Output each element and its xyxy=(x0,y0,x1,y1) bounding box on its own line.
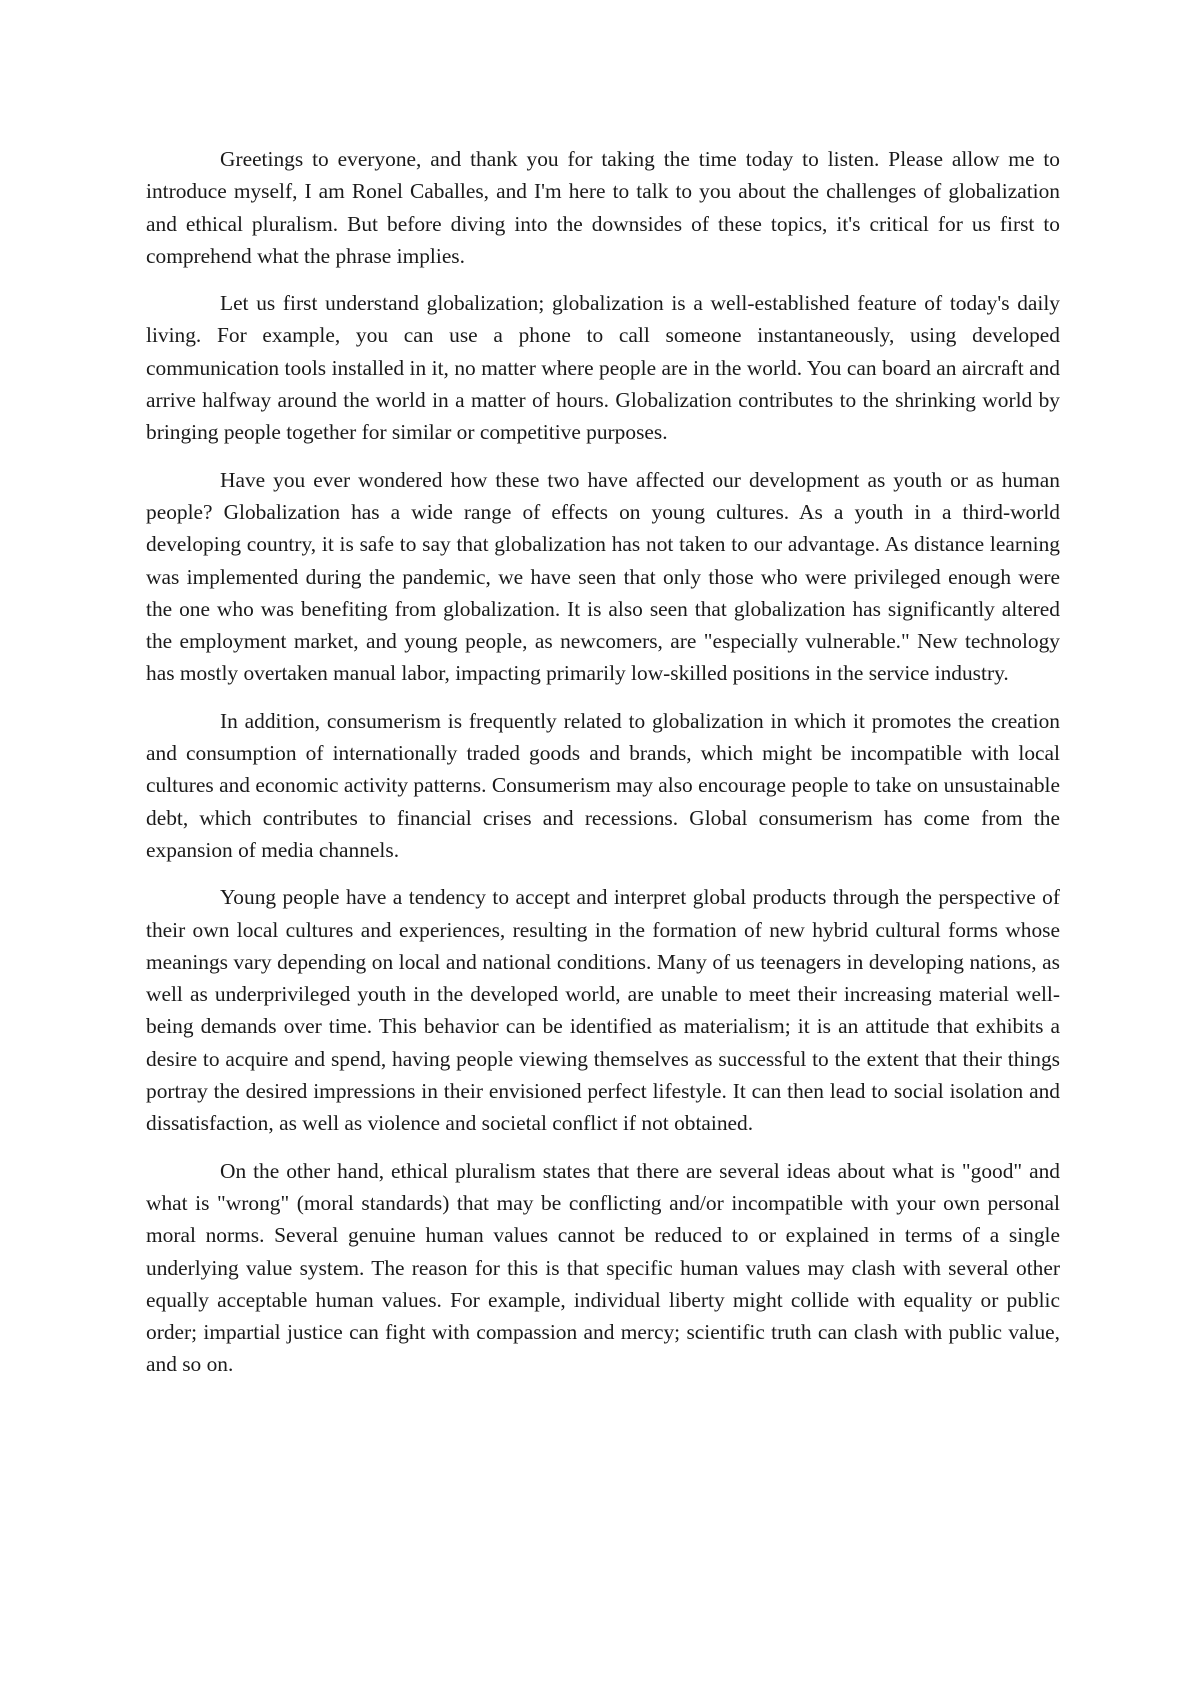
paragraph-consumerism: In addition, consumerism is frequently related to globalization in which it promotes the creation and consumption of internationally traded goods and brands, which might be incompatible with local cultures and economic activity patterns. Consumerism may also encourage people to take on unsustainable debt, which contributes to financial crises and recessions. Global consumerism has come from the expansion of media channels. xyxy=(146,708,1060,862)
paragraph-youth-effects: Have you ever wondered how these two have affected our development as youth or as human people? Globalization has a wide range of effects on young cultures. As a youth in a third-world developing country, it is safe to say that globalization has not taken to our advantage. As distance learning was implemented during the pandemic, we have seen that only those who were privileged enough were the one who was benefiting from globalization. It is also seen that globalization has significantly altered the employment market, and young people, as newcomers, are "especially vulnerable." New technology has mostly overtaken manual labor, impacting primarily low-skilled positions in the service industry. xyxy=(146,467,1060,686)
paragraph-ethical-pluralism: On the other hand, ethical pluralism states that there are several ideas about what is "good" and what is "wrong" (moral standards) that may be conflicting and/or incompatible with your own personal moral norms. Several genuine human values cannot be reduced to or explained in terms of a single underlying value system. The reason for this is that specific human values may clash with several other equally acceptable human values. For example, individual liberty might collide with equality or public order; impartial justice can fight with compassion and mercy; scientific truth can clash with public value, and so on. xyxy=(146,1158,1060,1377)
paragraph-greeting: Greetings to everyone, and thank you for taking the time today to listen. Please allow me to introduce myself, I am Ronel Caballes, and I'm here to talk to you about the challenges of globalization and ethical pluralism. But before diving into the downsides of these topics, it's critical for us first to comprehend what the phrase implies. xyxy=(146,147,1060,268)
paragraph-materialism: Young people have a tendency to accept and interpret global products through the perspective of their own local cultures and experiences, resulting in the formation of new hybrid cultural forms whose meanings vary depending on local and national conditions. Many of us teenagers in developing nations, as well as underprivileged youth in the developed world, are unable to meet their increasing material well-being demands over time. This behavior can be identified as materialism; it is an attitude that exhibits a desire to acquire and spend, having people viewing themselves as successful to the extent that their things portray the desired impressions in their envisioned perfect lifestyle. It can then lead to social isolation and dissatisfaction, as well as violence and societal conflict if not obtained. xyxy=(146,885,1060,1136)
document-body xyxy=(146,143,1060,1396)
paragraph-globalization-definition: Let us first understand globalization; globalization is a well-established feature of today's daily living. For example, you can use a phone to call someone instantaneously, using developed communication tools installed in it, no matter where people are in the world. You can board an aircraft and arrive halfway around the world in a matter of hours. Globalization contributes to the shrinking world by bringing people together for similar or competitive purposes. xyxy=(146,291,1060,445)
